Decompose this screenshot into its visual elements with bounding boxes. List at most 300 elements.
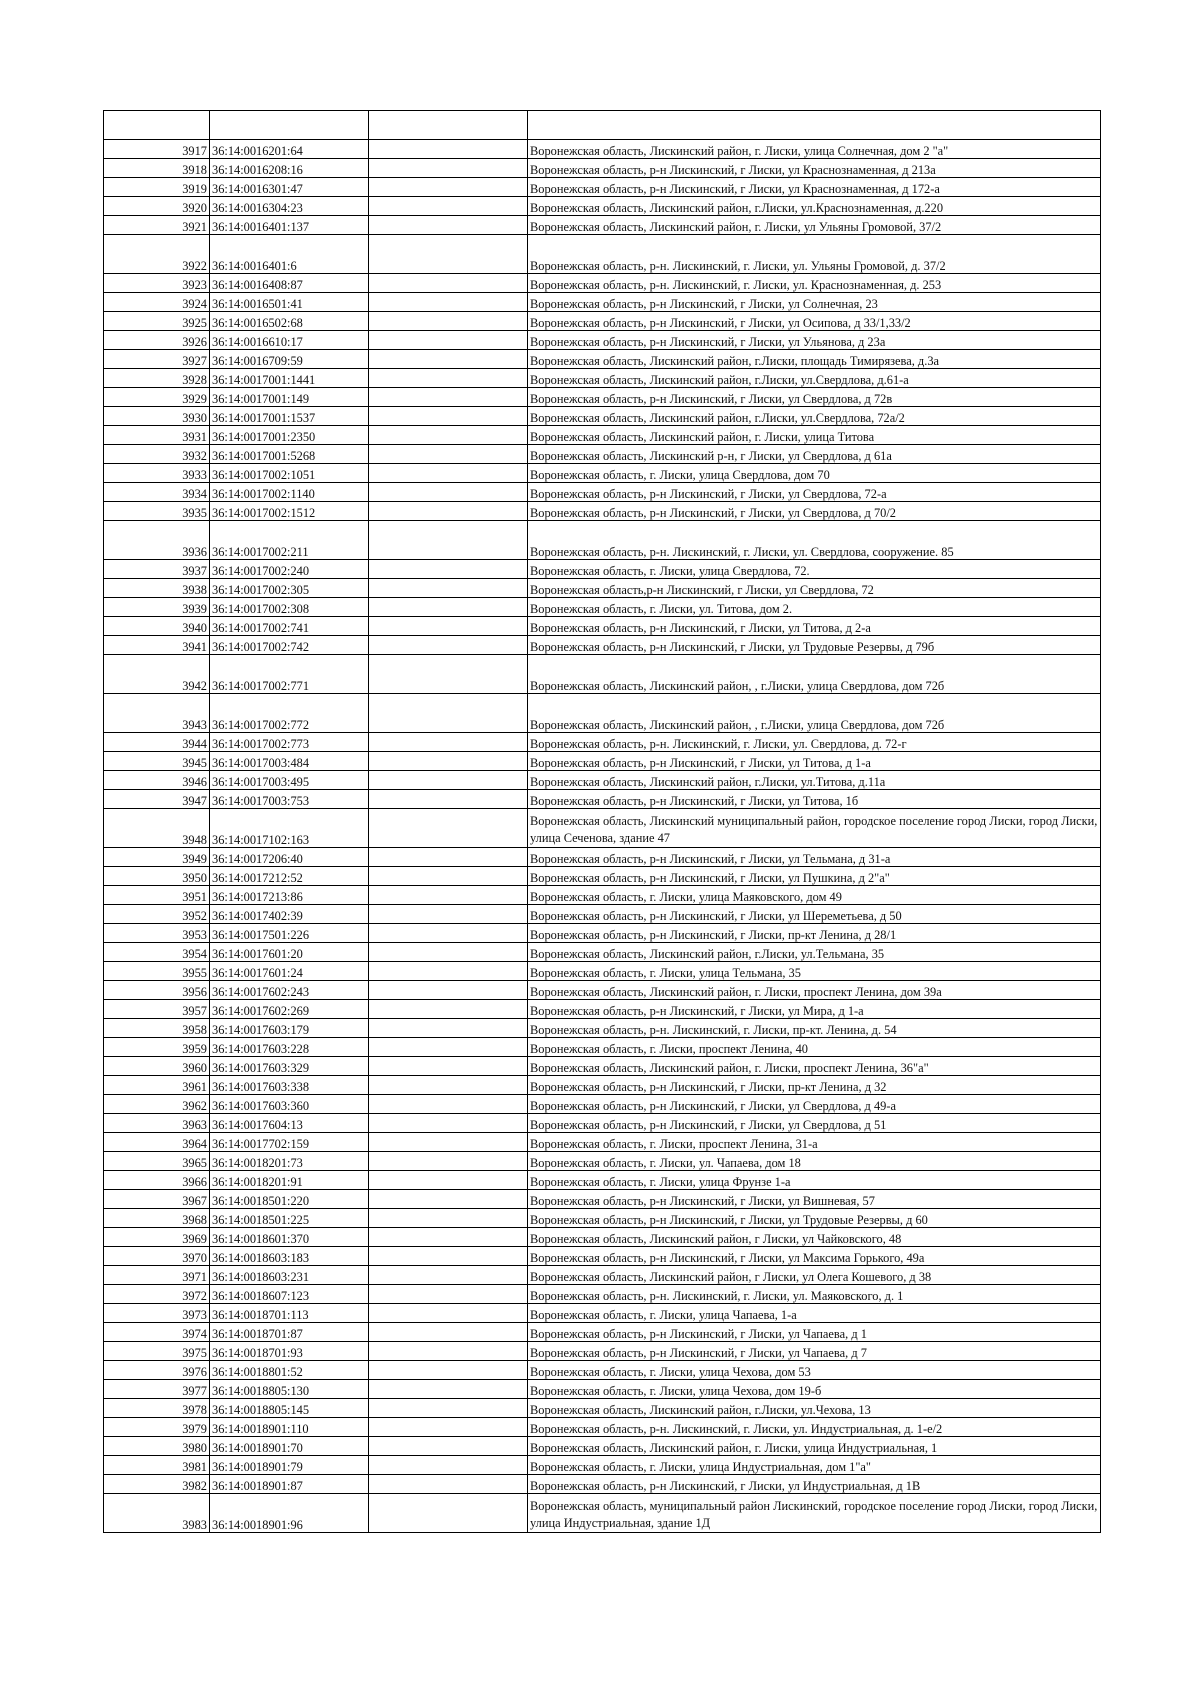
empty-cell [369, 159, 528, 178]
table-row [104, 1266, 1101, 1285]
empty-cell [369, 1057, 528, 1076]
cadastral-number: 36:14:0017001:5268 [210, 445, 369, 464]
row-number: 3963 [104, 1114, 210, 1133]
table-row [104, 981, 1101, 1000]
address: Воронежская область, р-н Лискинский, г Лиски, ул Титова, 1б [528, 790, 1101, 809]
row-number: 3931 [104, 426, 210, 445]
cadastral-number: 36:14:0017212:52 [210, 867, 369, 886]
cadastral-number: 36:14:0018805:130 [210, 1380, 369, 1399]
address: Воронежская область, Лискинский район, г Лиски, ул Олега Кошевого, д 38 [528, 1266, 1101, 1285]
table-row [104, 1152, 1101, 1171]
empty-cell [369, 943, 528, 962]
row-number: 3923 [104, 274, 210, 293]
row-number: 3964 [104, 1133, 210, 1152]
empty-cell [369, 483, 528, 502]
table-row [104, 426, 1101, 445]
row-number: 3960 [104, 1057, 210, 1076]
empty-cell [369, 1361, 528, 1380]
row-number: 3934 [104, 483, 210, 502]
empty-cell [369, 636, 528, 655]
address: Воронежская область, р-н. Лискинский, г. Лиски, ул. Краснознаменная, д. 253 [528, 274, 1101, 293]
empty-cell [369, 1380, 528, 1399]
empty-cell [369, 1266, 528, 1285]
row-number: 3921 [104, 216, 210, 235]
cadastral-number: 36:14:0017002:1140 [210, 483, 369, 502]
empty-cell [369, 1209, 528, 1228]
cadastral-number: 36:14:0017603:228 [210, 1038, 369, 1057]
table-row [104, 1019, 1101, 1038]
empty-cell [369, 502, 528, 521]
empty-cell [369, 1437, 528, 1456]
row-number: 3958 [104, 1019, 210, 1038]
row-number: 3959 [104, 1038, 210, 1057]
cadastral-number: 36:14:0018901:96 [210, 1494, 369, 1533]
address: Воронежская область, г. Лиски, улица Тельмана, 35 [528, 962, 1101, 981]
cadastral-number: 36:14:0017603:329 [210, 1057, 369, 1076]
row-number: 3920 [104, 197, 210, 216]
address: Воронежская область, Лискинский район, г. Лиски, улица Индустриальная, 1 [528, 1437, 1101, 1456]
row-number: 3967 [104, 1190, 210, 1209]
cadastral-number: 36:14:0017002:771 [210, 655, 369, 694]
row-number: 3941 [104, 636, 210, 655]
table-row [104, 1171, 1101, 1190]
table-row [104, 407, 1101, 426]
property-table [103, 110, 1101, 1533]
row-number: 3933 [104, 464, 210, 483]
empty-cell [369, 1418, 528, 1437]
row-number: 3927 [104, 350, 210, 369]
row-number: 3968 [104, 1209, 210, 1228]
table-row [104, 159, 1101, 178]
table-row [104, 445, 1101, 464]
empty-cell [369, 1399, 528, 1418]
cadastral-number: 36:14:0017213:86 [210, 886, 369, 905]
address: Воронежская область, р-н. Лискинский, г. Лиски, ул. Ульяны Громовой, д. 37/2 [528, 235, 1101, 274]
empty-cell [369, 733, 528, 752]
table-row [104, 809, 1101, 848]
row-number: 3966 [104, 1171, 210, 1190]
table-row [104, 1076, 1101, 1095]
row-number: 3983 [104, 1494, 210, 1533]
table-row [104, 140, 1101, 159]
table-row [104, 752, 1101, 771]
row-number: 3936 [104, 521, 210, 560]
cadastral-number: 36:14:0018901:110 [210, 1418, 369, 1437]
empty-cell [369, 1304, 528, 1323]
address: Воронежская область, р-н Лискинский, г Лиски, ул Титова, д 1-а [528, 752, 1101, 771]
empty-cell [369, 1285, 528, 1304]
empty-cell [369, 981, 528, 1000]
table-row [104, 1285, 1101, 1304]
address: Воронежская область, р-н Лискинский, г Лиски, ул Титова, д 2-а [528, 617, 1101, 636]
empty-cell [369, 197, 528, 216]
cadastral-number: 36:14:0017601:20 [210, 943, 369, 962]
cadastral-number: 36:14:0018603:231 [210, 1266, 369, 1285]
row-number: 3979 [104, 1418, 210, 1437]
empty-cell [369, 350, 528, 369]
table-row [104, 1304, 1101, 1323]
row-number: 3981 [104, 1456, 210, 1475]
address: Воронежская область, р-н Лискинский, г Лиски, ул Максима Горького, 49а [528, 1247, 1101, 1266]
empty-cell [369, 1000, 528, 1019]
empty-cell [369, 752, 528, 771]
table-top-row [104, 111, 1101, 140]
empty-cell [369, 464, 528, 483]
cadastral-number: 36:14:0016709:59 [210, 350, 369, 369]
address: Воронежская область, р-н. Лискинский, г. Лиски, ул. Свердлова, сооружение. 85 [528, 521, 1101, 560]
cadastral-number: 36:14:0017002:305 [210, 579, 369, 598]
cadastral-number: 36:14:0017002:240 [210, 560, 369, 579]
cadastral-number: 36:14:0017602:243 [210, 981, 369, 1000]
table-row [104, 848, 1101, 867]
address: Воронежская область, р-н. Лискинский, г. Лиски, ул. Свердлова, д. 72-г [528, 733, 1101, 752]
empty-cell [369, 426, 528, 445]
table-row [104, 636, 1101, 655]
row-number: 3944 [104, 733, 210, 752]
empty-cell [369, 1190, 528, 1209]
address: Воронежская область, г. Лиски, улица Фрунзе 1-а [528, 1171, 1101, 1190]
row-number: 3954 [104, 943, 210, 962]
table-row [104, 1190, 1101, 1209]
cadastral-number: 36:14:0018501:225 [210, 1209, 369, 1228]
cadastral-number: 36:14:0017002:741 [210, 617, 369, 636]
table-row [104, 1038, 1101, 1057]
address: Воронежская область, Лискинский р-н, г Лиски, ул Свердлова, д 61а [528, 445, 1101, 464]
row-number: 3982 [104, 1475, 210, 1494]
row-number: 3971 [104, 1266, 210, 1285]
table-row [104, 924, 1101, 943]
row-number: 3974 [104, 1323, 210, 1342]
table-row [104, 521, 1101, 560]
empty-cell [369, 235, 528, 274]
empty-cell [369, 905, 528, 924]
empty-cell [369, 579, 528, 598]
table-row [104, 560, 1101, 579]
address: Воронежская область, Лискинский район, г.Лиски, ул.Свердлова, 72а/2 [528, 407, 1101, 426]
table-row [104, 617, 1101, 636]
cadastral-number: 36:14:0018201:73 [210, 1152, 369, 1171]
table-row [104, 867, 1101, 886]
table-row [104, 464, 1101, 483]
cadastral-number: 36:14:0016401:6 [210, 235, 369, 274]
empty-cell [369, 388, 528, 407]
row-number: 3928 [104, 369, 210, 388]
address: Воронежская область, р-н. Лискинский, г. Лиски, ул. Индустриальная, д. 1-е/2 [528, 1418, 1101, 1437]
table-row [104, 1475, 1101, 1494]
row-number: 3952 [104, 905, 210, 924]
cadastral-number: 36:14:0018701:93 [210, 1342, 369, 1361]
row-number: 3948 [104, 809, 210, 848]
address: Воронежская область, Лискинский район, г. Лиски, улица Титова [528, 426, 1101, 445]
table-row [104, 1228, 1101, 1247]
row-number: 3969 [104, 1228, 210, 1247]
address: Воронежская область, г. Лиски, ул. Титова, дом 2. [528, 598, 1101, 617]
table-row [104, 274, 1101, 293]
table-row [104, 1361, 1101, 1380]
table-row [104, 312, 1101, 331]
empty-cell [369, 809, 528, 848]
empty-cell [369, 848, 528, 867]
row-number: 3946 [104, 771, 210, 790]
address: Воронежская область, р-н Лискинский, г Лиски, ул Индустриальная, д 1В [528, 1475, 1101, 1494]
cadastral-number: 36:14:0017002:1512 [210, 502, 369, 521]
row-number: 3953 [104, 924, 210, 943]
cadastral-number: 36:14:0018607:123 [210, 1285, 369, 1304]
empty-cell [369, 1038, 528, 1057]
address: Воронежская область,р-н Лискинский, г Лиски, ул Свердлова, 72 [528, 579, 1101, 598]
address: Воронежская область, р-н Лискинский, г Лиски, ул Чапаева, д 7 [528, 1342, 1101, 1361]
address: Воронежская область, г. Лиски, улица Чехова, дом 53 [528, 1361, 1101, 1380]
table-row [104, 1437, 1101, 1456]
row-number: 3950 [104, 867, 210, 886]
empty-cell [369, 1171, 528, 1190]
empty-cell [369, 1228, 528, 1247]
address: Воронежская область, г. Лиски, улица Чехова, дом 19-б [528, 1380, 1101, 1399]
address: Воронежская область, г. Лиски, улица Чапаева, 1-а [528, 1304, 1101, 1323]
table-row [104, 293, 1101, 312]
address: Воронежская область, р-н Лискинский, г Лиски, ул Трудовые Резервы, д 79б [528, 636, 1101, 655]
address: Воронежская область, р-н Лискинский, г Лиски, ул Трудовые Резервы, д 60 [528, 1209, 1101, 1228]
table-row [104, 388, 1101, 407]
row-number: 3973 [104, 1304, 210, 1323]
empty-cell [369, 1019, 528, 1038]
table-row [104, 1494, 1101, 1533]
address: Воронежская область, р-н Лискинский, г Лиски, ул Краснознаменная, д 172-а [528, 178, 1101, 197]
empty-cell [369, 312, 528, 331]
row-number: 3970 [104, 1247, 210, 1266]
cadastral-number: 36:14:0017604:13 [210, 1114, 369, 1133]
table-row [104, 235, 1101, 274]
cadastral-number: 36:14:0016401:137 [210, 216, 369, 235]
empty-cell [369, 369, 528, 388]
cadastral-number: 36:14:0017603:179 [210, 1019, 369, 1038]
property-table-body [104, 111, 1101, 1533]
address: Воронежская область, р-н Лискинский, г Лиски, пр-кт Ленина, д 32 [528, 1076, 1101, 1095]
empty-cell [369, 771, 528, 790]
address: Воронежская область, р-н Лискинский, г Лиски, ул Свердлова, д 51 [528, 1114, 1101, 1133]
address: Воронежская область, р-н Лискинский, г Лиски, ул Пушкина, д 2"а" [528, 867, 1101, 886]
empty-cell [369, 293, 528, 312]
table-row [104, 1399, 1101, 1418]
row-number: 3965 [104, 1152, 210, 1171]
row-number: 3942 [104, 655, 210, 694]
table-row [104, 733, 1101, 752]
address: Воронежская область, р-н Лискинский, г Лиски, ул Тельмана, д 31-а [528, 848, 1101, 867]
cadastral-number: 36:14:0017002:742 [210, 636, 369, 655]
address: Воронежская область, Лискинский район, г. Лиски, ул Ульяны Громовой, 37/2 [528, 216, 1101, 235]
table-row [104, 943, 1101, 962]
row-number: 3918 [104, 159, 210, 178]
table-row [104, 350, 1101, 369]
empty-cell [369, 140, 528, 159]
cadastral-number: 36:14:0017603:338 [210, 1076, 369, 1095]
table-row [104, 1456, 1101, 1475]
table-row [104, 655, 1101, 694]
cadastral-number: 36:14:0016408:87 [210, 274, 369, 293]
empty-cell [369, 867, 528, 886]
address: Воронежская область, г. Лиски, ул. Чапаева, дом 18 [528, 1152, 1101, 1171]
address: Воронежская область, р-н Лискинский, г Лиски, пр-кт Ленина, д 28/1 [528, 924, 1101, 943]
row-number: 3947 [104, 790, 210, 809]
cadastral-number: 36:14:0016501:41 [210, 293, 369, 312]
address: Воронежская область, р-н Лискинский, г Лиски, ул Ульянова, д 23а [528, 331, 1101, 350]
address: Воронежская область, Лискинский район, г.Лиски, площадь Тимирязева, д.3а [528, 350, 1101, 369]
table-row [104, 598, 1101, 617]
table-row [104, 197, 1101, 216]
address: Воронежская область, Лискинский район, г. Лиски, проспект Ленина, 36"а" [528, 1057, 1101, 1076]
empty-cell [369, 445, 528, 464]
table-row [104, 483, 1101, 502]
address: Воронежская область, р-н Лискинский, г Лиски, ул Чапаева, д 1 [528, 1323, 1101, 1342]
row-number: 3962 [104, 1095, 210, 1114]
row-number: 3938 [104, 579, 210, 598]
address: Воронежская область, Лискинский район, г.Лиски, ул.Чехова, 13 [528, 1399, 1101, 1418]
cadastral-number: 36:14:0017102:163 [210, 809, 369, 848]
table-row [104, 1247, 1101, 1266]
empty-cell [369, 1095, 528, 1114]
empty-cell [369, 1456, 528, 1475]
empty-cell [369, 790, 528, 809]
table-row [104, 331, 1101, 350]
table-row [104, 886, 1101, 905]
row-number: 3940 [104, 617, 210, 636]
table-row [104, 178, 1101, 197]
address: Воронежская область, г. Лиски, улица Маяковского, дом 49 [528, 886, 1101, 905]
row-number: 3929 [104, 388, 210, 407]
row-number: 3935 [104, 502, 210, 521]
cadastral-number: 36:14:0016610:17 [210, 331, 369, 350]
cadastral-number: 36:14:0017602:269 [210, 1000, 369, 1019]
empty-cell [369, 1475, 528, 1494]
cadastral-number: 36:14:0017003:495 [210, 771, 369, 790]
table-row [104, 579, 1101, 598]
cadastral-number: 36:14:0017003:753 [210, 790, 369, 809]
table-row [104, 1095, 1101, 1114]
cadastral-number: 36:14:0018901:79 [210, 1456, 369, 1475]
cadastral-number: 36:14:0018701:87 [210, 1323, 369, 1342]
cadastral-number: 36:14:0017001:1537 [210, 407, 369, 426]
table-row [104, 1380, 1101, 1399]
address: Воронежская область, р-н Лискинский, г Лиски, ул Шереметьева, д 50 [528, 905, 1101, 924]
cadastral-number: 36:14:0016304:23 [210, 197, 369, 216]
address: Воронежская область, р-н Лискинский, г Лиски, ул Свердлова, 72-а [528, 483, 1101, 502]
row-number: 3976 [104, 1361, 210, 1380]
cadastral-number: 36:14:0018501:220 [210, 1190, 369, 1209]
row-number: 3978 [104, 1399, 210, 1418]
address: Воронежская область, р-н. Лискинский, г. Лиски, пр-кт. Ленина, д. 54 [528, 1019, 1101, 1038]
address: Воронежская область, р-н Лискинский, г Лиски, ул Мира, д 1-а [528, 1000, 1101, 1019]
cadastral-number: 36:14:0018801:52 [210, 1361, 369, 1380]
row-number: 3975 [104, 1342, 210, 1361]
row-number: 3926 [104, 331, 210, 350]
table-row [104, 1418, 1101, 1437]
cadastral-number: 36:14:0017601:24 [210, 962, 369, 981]
empty-cell [369, 331, 528, 350]
address: Воронежская область, г. Лиски, улица Свердлова, дом 70 [528, 464, 1101, 483]
cadastral-number: 36:14:0018201:91 [210, 1171, 369, 1190]
table-row [104, 1342, 1101, 1361]
empty-cell [369, 1494, 528, 1533]
empty-cell [369, 1247, 528, 1266]
address: Воронежская область, Лискинский муниципальный район, городское поселение город Лиски, город Лиски, улица Сеченова, здание 47 [528, 809, 1101, 848]
document-page [103, 110, 1100, 1533]
address: Воронежская область, р-н Лискинский, г Лиски, ул Осипова, д 33/1,33/2 [528, 312, 1101, 331]
cadastral-number: 36:14:0017003:484 [210, 752, 369, 771]
cadastral-number: 36:14:0017002:1051 [210, 464, 369, 483]
empty-cell [369, 924, 528, 943]
cadastral-number: 36:14:0018901:87 [210, 1475, 369, 1494]
table-row [104, 771, 1101, 790]
empty-cell [369, 886, 528, 905]
empty-cell [369, 521, 528, 560]
empty-cell [369, 560, 528, 579]
cadastral-number: 36:14:0017002:772 [210, 694, 369, 733]
cadastral-number: 36:14:0016201:64 [210, 140, 369, 159]
address: Воронежская область, г. Лиски, проспект Ленина, 40 [528, 1038, 1101, 1057]
table-row [104, 1000, 1101, 1019]
cadastral-number: 36:14:0017501:226 [210, 924, 369, 943]
row-number: 3955 [104, 962, 210, 981]
row-number: 3949 [104, 848, 210, 867]
row-number: 3932 [104, 445, 210, 464]
empty-cell [369, 962, 528, 981]
address: Воронежская область, муниципальный район Лискинский, городское поселение город Лиски, город Лиски, улица Индустриальная, здание 1Д [528, 1494, 1101, 1533]
table-row [104, 216, 1101, 235]
empty-cell [369, 598, 528, 617]
row-number: 3951 [104, 886, 210, 905]
address: Воронежская область, Лискинский район, , г.Лиски, улица Свердлова, дом 72б [528, 694, 1101, 733]
table-row [104, 790, 1101, 809]
empty-cell [369, 274, 528, 293]
address: Воронежская область, Лискинский район, г. Лиски, улица Солнечная, дом 2 "а" [528, 140, 1101, 159]
row-number: 3961 [104, 1076, 210, 1095]
table-row [104, 962, 1101, 981]
empty-cell [369, 1114, 528, 1133]
address: Воронежская область, р-н. Лискинский, г. Лиски, ул. Маяковского, д. 1 [528, 1285, 1101, 1304]
address: Воронежская область, р-н Лискинский, г Лиски, ул Свердлова, д 49-а [528, 1095, 1101, 1114]
cadastral-number: 36:14:0018701:113 [210, 1304, 369, 1323]
empty-cell [369, 1133, 528, 1152]
address: Воронежская область, р-н Лискинский, г Лиски, ул Свердлова, д 70/2 [528, 502, 1101, 521]
cadastral-number: 36:14:0018601:370 [210, 1228, 369, 1247]
row-number: 3937 [104, 560, 210, 579]
address: Воронежская область, р-н Лискинский, г Лиски, ул Свердлова, д 72в [528, 388, 1101, 407]
cadastral-number: 36:14:0018805:145 [210, 1399, 369, 1418]
table-row [104, 1323, 1101, 1342]
address: Воронежская область, Лискинский район, г. Лиски, проспект Ленина, дом 39а [528, 981, 1101, 1000]
row-number: 3957 [104, 1000, 210, 1019]
empty-cell [369, 1076, 528, 1095]
empty-cell [369, 655, 528, 694]
address: Воронежская область, Лискинский район, г Лиски, ул Чайковского, 48 [528, 1228, 1101, 1247]
empty-cell [369, 1152, 528, 1171]
address: Воронежская область, г. Лиски, улица Индустриальная, дом 1"а" [528, 1456, 1101, 1475]
cadastral-number: 36:14:0017002:211 [210, 521, 369, 560]
address: Воронежская область, р-н Лискинский, г Лиски, ул Краснознаменная, д 213а [528, 159, 1101, 178]
row-number: 3977 [104, 1380, 210, 1399]
cadastral-number: 36:14:0017001:149 [210, 388, 369, 407]
address: Воронежская область, г. Лиски, проспект Ленина, 31-а [528, 1133, 1101, 1152]
address: Воронежская область, Лискинский район, г.Лиски, ул.Краснознаменная, д.220 [528, 197, 1101, 216]
address: Воронежская область, Лискинский район, , г.Лиски, улица Свердлова, дом 72б [528, 655, 1101, 694]
cadastral-number: 36:14:0018901:70 [210, 1437, 369, 1456]
row-number: 3919 [104, 178, 210, 197]
address: Воронежская область, Лискинский район, г.Лиски, ул.Титова, д.11а [528, 771, 1101, 790]
empty-cell [369, 1342, 528, 1361]
address: Воронежская область, р-н Лискинский, г Лиски, ул Солнечная, 23 [528, 293, 1101, 312]
empty-cell [369, 178, 528, 197]
cadastral-number: 36:14:0017603:360 [210, 1095, 369, 1114]
